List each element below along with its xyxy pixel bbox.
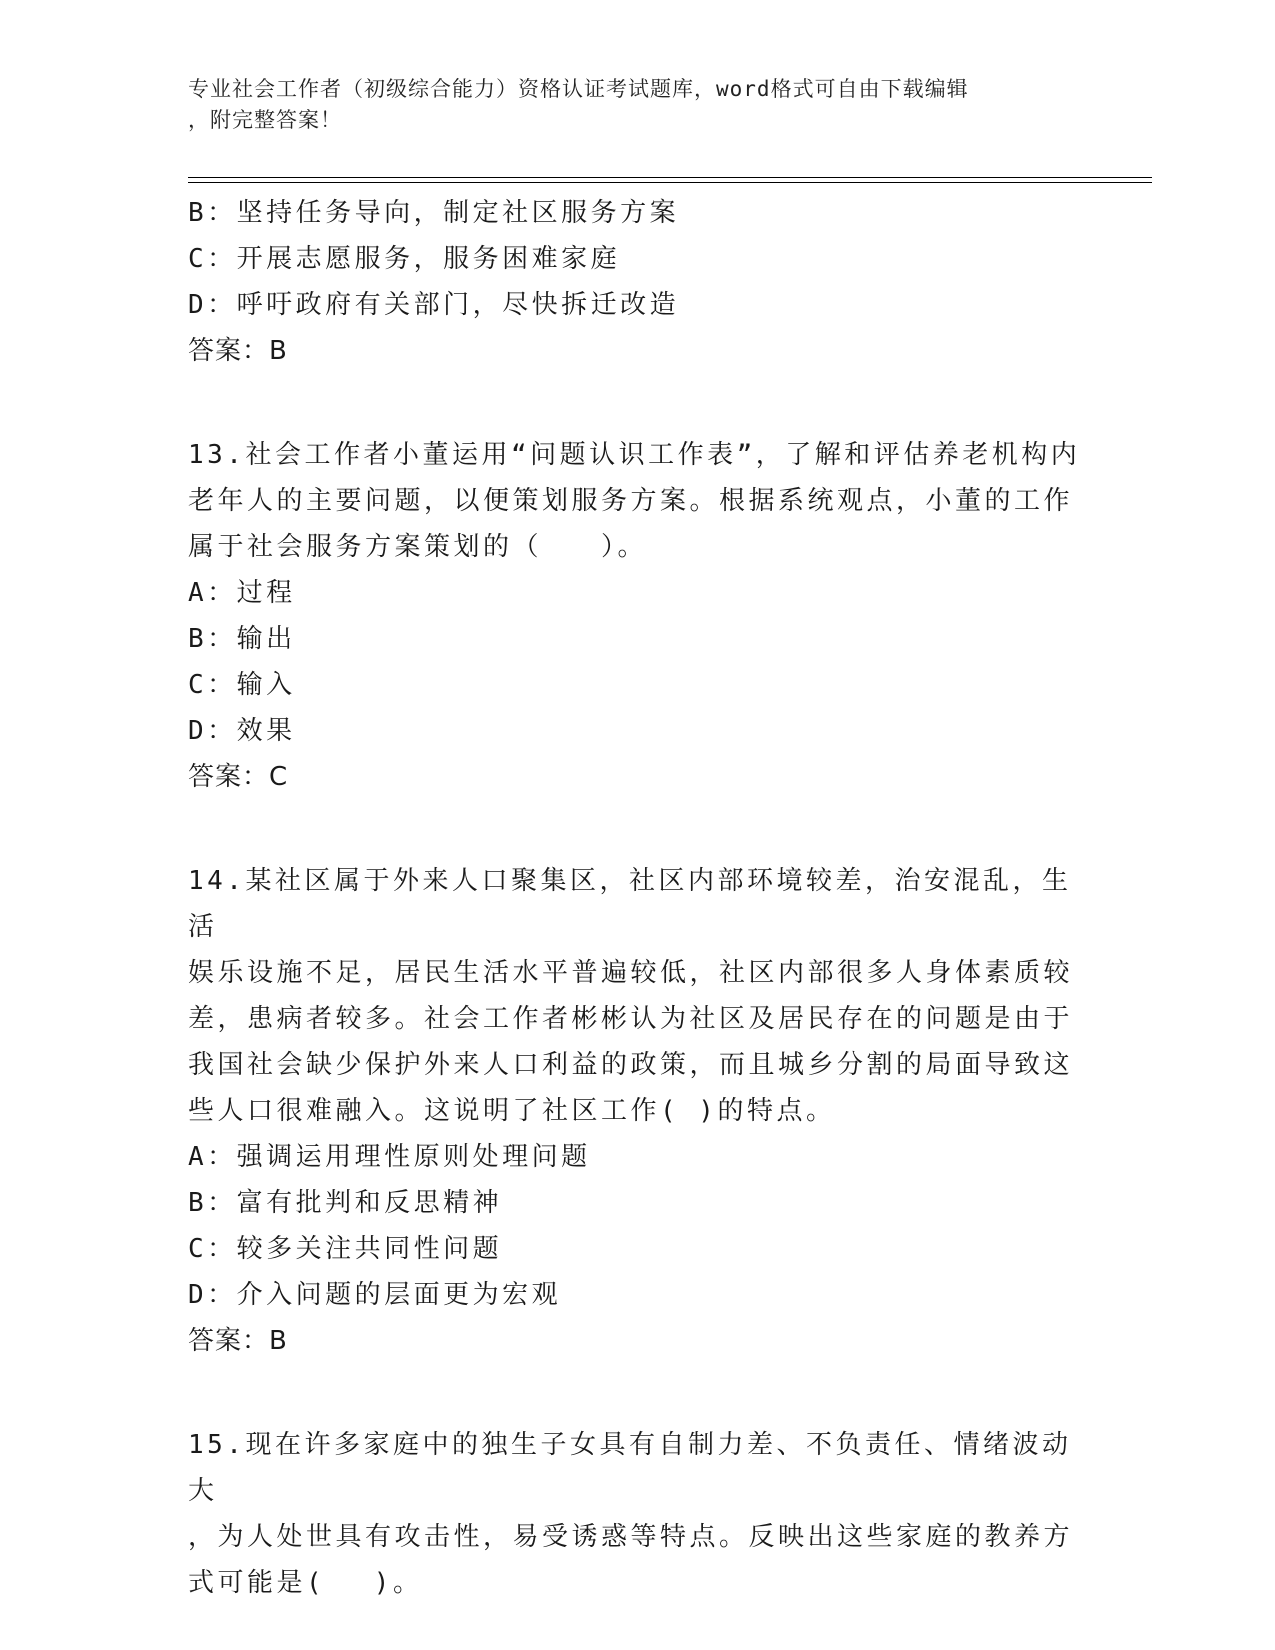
q14-option-d: D：介入问题的层面更为宏观: [188, 1280, 562, 1310]
header-line-1: 专业社会工作者（初级综合能力）资格认证考试题库，word格式可自由下载编辑: [188, 77, 969, 101]
q13-option-a: A：过程: [188, 578, 296, 608]
q14-stem-line-4: 我国社会缺少保护外来人口利益的政策，而且城乡分割的局面导致这: [188, 1050, 1074, 1080]
q14-answer: 答案：B: [188, 1326, 288, 1356]
spacer: [188, 800, 1088, 858]
q13-option-c: C：输入: [188, 670, 296, 700]
q12-answer: 答案：B: [188, 336, 288, 366]
q14-stem-line-2: 娱乐设施不足，居民生活水平普遍较低，社区内部很多人身体素质较: [188, 958, 1074, 988]
document-body: [188, 190, 1088, 1606]
q13-option-d: D：效果: [188, 716, 296, 746]
question-15: [188, 1422, 1088, 1606]
spacer: [188, 374, 1088, 432]
q15-stem-line-3: 式可能是( )。: [188, 1568, 423, 1598]
q15-stem-line-1: 15.现在许多家庭中的独生子女具有自制力差、不负责任、情绪波动大: [188, 1430, 1072, 1506]
question-14: [188, 858, 1088, 1364]
q14-stem-line-5: 些人口很难融入。这说明了社区工作( )的特点。: [188, 1096, 836, 1126]
spacer: [188, 1364, 1088, 1422]
q13-answer: 答案：C: [188, 762, 289, 792]
q12-option-c: C：开展志愿服务，服务困难家庭: [188, 244, 621, 274]
q14-stem-line-1: 14.某社区属于外来人口聚集区，社区内部环境较差，治安混乱，生活: [188, 866, 1072, 942]
header-line-2: ，附完整答案！: [188, 108, 342, 132]
question-12: [188, 190, 1088, 374]
q14-option-a: A：强调运用理性原则处理问题: [188, 1142, 591, 1172]
q14-option-c: C：较多关注共同性问题: [188, 1234, 503, 1264]
q15-stem-line-2: ，为人处世具有攻击性，易受诱惑等特点。反映出这些家庭的教养方: [188, 1522, 1074, 1552]
q13-stem-line-2: 老年人的主要问题，以便策划服务方案。根据系统观点，小董的工作: [188, 486, 1074, 516]
q13-stem-line-3: 属于社会服务方案策划的（ ）。: [188, 532, 648, 562]
q13-option-b: B：输出: [188, 624, 296, 654]
q14-stem-line-3: 差，患病者较多。社会工作者彬彬认为社区及居民存在的问题是由于: [188, 1004, 1074, 1034]
q14-option-b: B：富有批判和反思精神: [188, 1188, 503, 1218]
q12-option-d: D：呼吁政府有关部门，尽快拆迁改造: [188, 290, 680, 320]
header-divider-top: [188, 177, 1152, 178]
q13-stem-line-1: 13.社会工作者小董运用“问题认识工作表”，了解和评估养老机构内: [188, 440, 1081, 470]
document-header: [188, 74, 1078, 136]
question-13: [188, 432, 1088, 800]
header-divider-bottom: [188, 182, 1152, 183]
q12-option-b: B：坚持任务导向，制定社区服务方案: [188, 198, 680, 228]
